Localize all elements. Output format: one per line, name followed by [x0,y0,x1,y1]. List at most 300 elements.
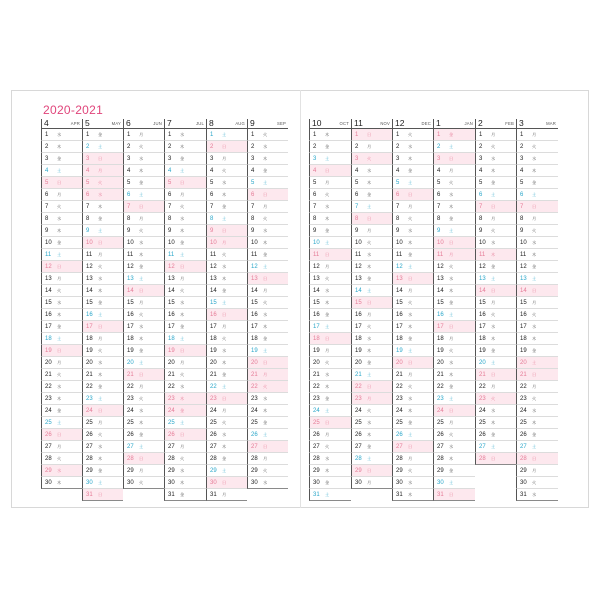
day-cell [164,213,206,225]
weekday-label: 木 [408,492,413,497]
day-number: 25 [86,420,93,426]
day-cell [433,417,475,429]
weekday-label: 日 [180,348,185,353]
day-number: 23 [437,396,444,402]
day-number: 27 [396,444,403,450]
day-cell [433,489,475,501]
weekday-label: 水 [139,324,144,329]
day-cell [309,141,351,153]
day-cell [516,465,558,477]
day-number: 27 [251,444,258,450]
day-number: 11 [210,252,217,258]
month-name: JUN [153,121,162,126]
day-cell [351,345,392,357]
day-number: 22 [45,384,52,390]
day-cell [123,213,164,225]
day-number: 11 [168,252,175,258]
weekday-label: 木 [408,324,413,329]
weekday-label: 火 [449,348,454,353]
day-number: 27 [437,444,444,450]
day-number: 6 [479,192,483,198]
day-cell [123,453,164,465]
day-cell [433,429,475,441]
weekday-label: 木 [367,264,372,269]
day-cell [433,345,475,357]
weekday-label: 日 [98,492,103,497]
month-header [516,119,558,129]
day-cell [475,237,516,249]
month-number: 9 [250,118,255,128]
weekday-label: 土 [139,360,144,365]
day-number: 29 [251,468,258,474]
day-cell [247,225,288,237]
day-number: 14 [313,288,320,294]
day-cell [433,441,475,453]
weekday-label: 木 [449,204,454,209]
weekday-label: 日 [532,204,537,209]
day-cell [82,333,123,345]
day-number: 27 [86,444,93,450]
weekday-label: 土 [57,168,62,173]
weekday-label: 火 [222,420,227,425]
weekday-label: 日 [325,252,330,257]
day-number: 28 [86,456,93,462]
day-cell [309,369,351,381]
day-number: 20 [251,360,258,366]
weekday-label: 金 [180,324,185,329]
day-number: 12 [45,264,52,270]
day-cell [41,477,82,489]
day-number: 4 [520,168,524,174]
day-cell [247,381,288,393]
day-cell [392,321,433,333]
day-number: 12 [355,264,362,270]
day-cell [41,417,82,429]
weekday-label: 日 [263,192,268,197]
day-cell [392,345,433,357]
day-cell [123,201,164,213]
day-number: 21 [479,372,486,378]
weekday-label: 木 [57,396,62,401]
day-cell [41,309,82,321]
month-header [309,119,351,129]
day-cell [351,153,392,165]
day-number: 15 [355,300,362,306]
weekday-label: 金 [263,252,268,257]
day-number: 7 [355,204,359,210]
weekday-label: 月 [325,432,330,437]
day-cell [82,213,123,225]
day-number: 5 [520,180,524,186]
day-cell [41,273,82,285]
day-cell [351,249,392,261]
weekday-label: 水 [367,168,372,173]
weekday-label: 火 [98,348,103,353]
weekday-label: 月 [57,192,62,197]
day-cell [475,213,516,225]
day-number: 10 [396,240,403,246]
day-cell [164,345,206,357]
weekday-label: 火 [408,468,413,473]
day-number: 14 [86,288,93,294]
day-number: 7 [127,204,131,210]
day-cell [164,405,206,417]
weekday-label: 木 [449,456,454,461]
day-cell [123,345,164,357]
day-cell [82,393,123,405]
day-cell [41,345,82,357]
day-number: 20 [45,360,52,366]
day-cell [433,249,475,261]
day-cell [206,429,247,441]
day-cell [123,141,164,153]
day-number: 1 [251,132,255,138]
weekday-label: 日 [408,192,413,197]
weekday-label: 月 [263,204,268,209]
day-number: 28 [45,456,52,462]
weekday-label: 火 [98,180,103,185]
day-number: 3 [168,156,172,162]
weekday-label: 土 [325,492,330,497]
day-number: 18 [520,336,527,342]
day-cell [475,369,516,381]
day-number: 1 [127,132,131,138]
day-cell [247,261,288,273]
day-cell [41,321,82,333]
weekday-label: 火 [491,312,496,317]
weekday-label: 金 [180,492,185,497]
day-number: 13 [520,276,527,282]
day-cell [164,417,206,429]
weekday-label: 日 [532,456,537,461]
day-number: 13 [437,276,444,282]
day-cell [41,429,82,441]
day-number: 19 [479,348,486,354]
day-cell [206,237,247,249]
weekday-label: 日 [367,216,372,221]
day-number: 25 [355,420,362,426]
day-number: 28 [168,456,175,462]
day-number: 12 [396,264,403,270]
weekday-label: 木 [98,456,103,461]
weekday-label: 土 [139,444,144,449]
weekday-label: 土 [263,348,268,353]
day-number: 2 [210,144,214,150]
weekday-label: 水 [263,396,268,401]
day-cell [516,261,558,273]
day-cell [123,189,164,201]
day-cell [392,477,433,489]
weekday-label: 水 [263,480,268,485]
day-cell [164,441,206,453]
weekday-label: 月 [139,468,144,473]
day-number: 5 [127,180,131,186]
weekday-label: 金 [222,204,227,209]
day-number: 21 [313,372,320,378]
day-cell [392,381,433,393]
day-cell [206,477,247,489]
day-cell [351,369,392,381]
weekday-label: 土 [408,180,413,185]
weekday-label: 月 [57,276,62,281]
day-number: 17 [520,324,527,330]
day-number: 20 [355,360,362,366]
day-cell [164,249,206,261]
day-number: 26 [86,432,93,438]
day-number: 3 [437,156,441,162]
day-cell [82,285,123,297]
weekday-label: 水 [98,360,103,365]
weekday-label: 火 [98,432,103,437]
day-cell [433,261,475,273]
day-cell [206,393,247,405]
day-cell [206,213,247,225]
weekday-label: 土 [449,396,454,401]
day-cell [247,441,288,453]
weekday-label: 日 [222,144,227,149]
day-cell [433,333,475,345]
weekday-label: 土 [222,216,227,221]
month-number: 1 [436,118,441,128]
weekday-label: 月 [222,492,227,497]
day-number: 31 [168,492,175,498]
weekday-label: 土 [449,312,454,317]
weekday-label: 日 [532,288,537,293]
day-number: 23 [45,396,52,402]
day-cell [82,237,123,249]
day-cell [392,369,433,381]
day-cell [247,285,288,297]
weekday-label: 金 [367,192,372,197]
weekday-label: 日 [222,228,227,233]
day-number: 12 [313,264,320,270]
weekday-label: 火 [263,132,268,137]
weekday-label: 木 [263,240,268,245]
day-cell [516,297,558,309]
weekday-label: 金 [57,156,62,161]
day-cell [206,453,247,465]
day-cell [309,225,351,237]
day-number: 7 [479,204,483,210]
day-cell [41,369,82,381]
weekday-label: 火 [263,300,268,305]
day-number: 29 [396,468,403,474]
day-cell [247,393,288,405]
weekday-label: 金 [449,300,454,305]
day-cell [123,285,164,297]
day-number: 24 [251,408,258,414]
weekday-label: 土 [222,468,227,473]
day-number: 1 [210,132,214,138]
day-cell [392,249,433,261]
day-cell [433,369,475,381]
day-cell [392,417,433,429]
weekday-label: 火 [408,132,413,137]
weekday-label: 火 [491,228,496,233]
weekday-label: 土 [408,432,413,437]
day-number: 3 [479,156,483,162]
day-cell [475,453,516,465]
day-number: 13 [396,276,403,282]
day-cell [247,333,288,345]
day-number: 22 [437,384,444,390]
month-name: JAN [464,121,473,126]
day-cell [433,237,475,249]
weekday-label: 火 [98,264,103,269]
weekday-label: 水 [449,276,454,281]
day-cell [433,189,475,201]
day-cell [41,213,82,225]
day-cell [475,189,516,201]
day-number: 26 [313,432,320,438]
day-number: 15 [251,300,258,306]
day-cell [392,489,433,501]
day-number: 19 [127,348,134,354]
weekday-label: 火 [367,408,372,413]
weekday-label: 木 [222,360,227,365]
day-number: 17 [355,324,362,330]
weekday-label: 水 [180,216,185,221]
day-cell [247,297,288,309]
day-cell [351,357,392,369]
day-number: 24 [479,408,486,414]
weekday-label: 木 [57,228,62,233]
day-cell [123,237,164,249]
day-cell [82,441,123,453]
day-cell [351,477,392,489]
weekday-label: 水 [449,192,454,197]
day-number: 8 [396,216,400,222]
weekday-label: 月 [532,132,537,137]
day-cell [309,297,351,309]
weekday-label: 金 [491,432,496,437]
weekday-label: 水 [491,240,496,245]
weekday-label: 日 [367,468,372,473]
day-number: 11 [355,252,362,258]
weekday-label: 日 [449,324,454,329]
day-cell [351,429,392,441]
day-cell [247,141,288,153]
weekday-label: 火 [325,360,330,365]
weekday-label: 水 [180,132,185,137]
day-number: 8 [251,216,255,222]
weekday-label: 日 [491,204,496,209]
day-number: 3 [86,156,90,162]
weekday-label: 金 [491,264,496,269]
day-number: 14 [168,288,175,294]
weekday-label: 火 [139,228,144,233]
weekday-label: 日 [408,360,413,365]
day-cell [516,309,558,321]
day-cell [164,465,206,477]
day-number: 20 [86,360,93,366]
day-cell [475,381,516,393]
day-cell [392,201,433,213]
day-cell [164,477,206,489]
day-number: 9 [396,228,400,234]
day-cell [247,213,288,225]
weekday-label: 火 [408,216,413,221]
day-number: 15 [127,300,134,306]
day-cell [516,453,558,465]
weekday-label: 日 [98,324,103,329]
day-cell [164,393,206,405]
day-cell [516,489,558,501]
weekday-label: 土 [449,144,454,149]
weekday-label: 金 [367,276,372,281]
day-cell [351,297,392,309]
day-cell [433,153,475,165]
day-cell [433,309,475,321]
weekday-label: 火 [408,384,413,389]
weekday-label: 月 [263,456,268,461]
day-number: 19 [520,348,527,354]
weekday-label: 木 [180,396,185,401]
day-cell [164,201,206,213]
day-number: 1 [437,132,441,138]
day-cell [82,465,123,477]
day-cell [516,237,558,249]
day-cell [351,213,392,225]
day-number: 26 [210,432,217,438]
day-cell [392,129,433,141]
day-cell [516,129,558,141]
month-number: 4 [44,118,49,128]
day-cell [516,201,558,213]
weekday-label: 日 [139,456,144,461]
day-number: 25 [45,420,52,426]
day-number: 24 [437,408,444,414]
weekday-label: 火 [367,324,372,329]
weekday-label: 木 [325,300,330,305]
day-number: 6 [168,192,172,198]
month-number: 3 [519,118,524,128]
weekday-label: 火 [325,276,330,281]
weekday-label: 木 [408,408,413,413]
day-cell [247,321,288,333]
day-number: 17 [313,324,320,330]
day-number: 26 [396,432,403,438]
weekday-label: 土 [532,360,537,365]
weekday-label: 金 [367,360,372,365]
day-cell [164,321,206,333]
weekday-label: 木 [98,372,103,377]
weekday-label: 水 [222,432,227,437]
day-cell [516,321,558,333]
day-number: 31 [520,492,527,498]
month-header [392,119,433,129]
day-cell [82,249,123,261]
day-number: 19 [45,348,52,354]
day-cell [247,153,288,165]
weekday-label: 土 [325,408,330,413]
weekday-label: 火 [532,480,537,485]
day-cell [82,321,123,333]
weekday-label: 土 [57,420,62,425]
weekday-label: 月 [98,336,103,341]
day-number: 2 [168,144,172,150]
day-number: 24 [355,408,362,414]
day-number: 10 [168,240,175,246]
weekday-label: 木 [367,348,372,353]
weekday-label: 火 [263,384,268,389]
day-cell [351,321,392,333]
day-number: 11 [313,252,320,258]
weekday-label: 水 [532,408,537,413]
weekday-label: 月 [449,252,454,257]
weekday-label: 金 [532,348,537,353]
day-cell [41,201,82,213]
